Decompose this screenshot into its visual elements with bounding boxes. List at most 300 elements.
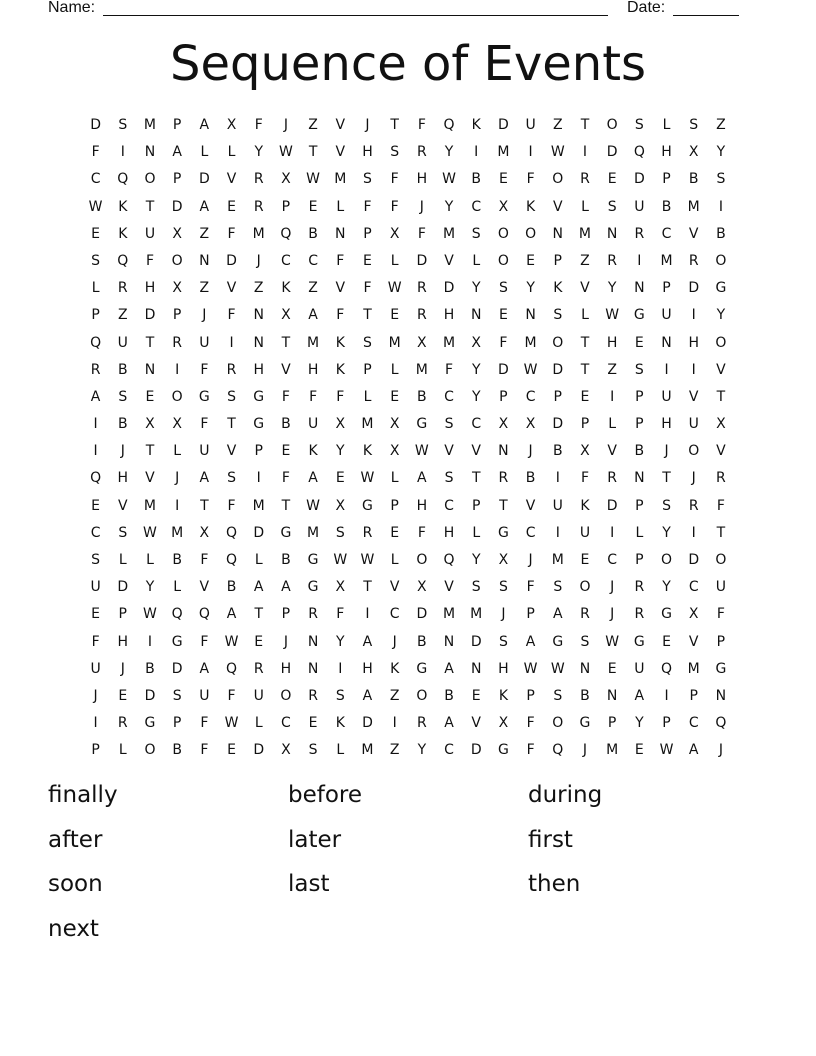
grid-letter[interactable]: I (93, 416, 98, 433)
grid-letter[interactable]: R (498, 470, 509, 487)
grid-letter[interactable]: E (91, 606, 101, 623)
grid-letter[interactable]: T (580, 361, 590, 378)
grid-letter[interactable]: Y (471, 552, 481, 568)
grid-letter[interactable]: H (416, 171, 428, 188)
grid-letter[interactable]: K (362, 443, 373, 460)
grid-letter[interactable]: S (91, 252, 101, 269)
grid-letter[interactable]: X (580, 443, 590, 460)
grid-letter[interactable]: J (528, 552, 533, 568)
grid-letter[interactable]: N (606, 225, 618, 242)
grid-letter[interactable]: I (664, 361, 669, 378)
grid-letter[interactable]: W (333, 552, 348, 568)
grid-letter[interactable]: T (471, 470, 481, 487)
grid-letter[interactable]: S (498, 280, 508, 297)
grid-letter[interactable]: F (281, 470, 290, 487)
grid-letter[interactable]: L (173, 443, 182, 460)
grid-letter[interactable]: O (144, 742, 156, 759)
date-blank-line[interactable] (673, 15, 739, 16)
grid-letter[interactable]: L (472, 524, 481, 541)
grid-letter[interactable]: F (526, 171, 535, 188)
grid-letter[interactable]: G (171, 633, 183, 650)
grid-letter[interactable]: D (171, 198, 183, 215)
grid-letter[interactable]: Z (117, 307, 128, 324)
grid-letter[interactable]: D (144, 307, 156, 324)
grid-letter[interactable]: P (635, 552, 644, 568)
grid-letter[interactable]: A (253, 579, 264, 596)
grid-letter[interactable]: J (120, 443, 125, 460)
grid-letter[interactable]: E (471, 687, 481, 704)
grid-letter[interactable]: N (307, 633, 319, 650)
grid-letter[interactable]: D (253, 742, 265, 759)
grid-letter[interactable]: I (175, 497, 180, 514)
grid-letter[interactable]: Q (226, 552, 238, 568)
grid-letter[interactable]: U (634, 198, 645, 215)
grid-letter[interactable]: E (390, 388, 400, 405)
grid-letter[interactable]: D (117, 579, 129, 596)
grid-letter[interactable]: M (143, 117, 157, 133)
grid-letter[interactable]: V (226, 280, 237, 297)
grid-letter[interactable]: P (281, 606, 291, 623)
grid-letter[interactable]: O (715, 334, 727, 351)
grid-letter[interactable]: G (144, 715, 156, 732)
grid-letter[interactable]: X (498, 552, 509, 568)
grid-letter[interactable]: X (281, 307, 291, 324)
grid-letter[interactable]: G (552, 633, 564, 650)
grid-letter[interactable]: U (715, 579, 727, 596)
grid-letter[interactable]: P (91, 742, 100, 759)
grid-letter[interactable]: T (716, 388, 726, 405)
grid-letter[interactable]: R (634, 225, 645, 242)
grid-letter[interactable]: C (525, 524, 536, 541)
grid-letter[interactable]: R (308, 687, 318, 704)
grid-letter[interactable]: T (254, 606, 263, 623)
grid-letter[interactable]: M (551, 552, 564, 568)
grid-letter[interactable]: W (550, 660, 565, 677)
grid-letter[interactable]: L (118, 552, 127, 568)
grid-letter[interactable]: X (498, 416, 509, 433)
grid-letter[interactable]: X (281, 171, 291, 188)
grid-letter[interactable]: L (146, 552, 154, 568)
grid-letter[interactable]: S (553, 579, 563, 596)
grid-letter[interactable]: F (200, 715, 209, 732)
grid-letter[interactable]: U (199, 334, 210, 351)
grid-letter[interactable]: I (691, 524, 696, 541)
grid-letter[interactable]: K (335, 715, 345, 732)
grid-letter[interactable]: X (389, 443, 400, 460)
grid-letter[interactable]: N (144, 361, 156, 378)
grid-letter[interactable]: I (392, 715, 397, 732)
grid-letter[interactable]: D (362, 715, 373, 732)
grid-letter[interactable]: F (254, 117, 263, 133)
grid-letter[interactable]: C (281, 252, 291, 269)
grid-letter[interactable]: K (498, 687, 508, 704)
grid-letter[interactable]: U (661, 388, 672, 405)
grid-letter[interactable]: U (688, 416, 699, 433)
grid-letter[interactable]: K (118, 198, 128, 215)
grid-letter[interactable]: A (199, 198, 210, 215)
grid-letter[interactable]: L (581, 198, 589, 215)
grid-letter[interactable]: H (307, 361, 319, 378)
grid-letter[interactable]: J (582, 742, 588, 759)
grid-letter[interactable]: P (390, 497, 399, 514)
grid-letter[interactable]: A (634, 687, 645, 704)
grid-letter[interactable]: J (501, 606, 506, 623)
grid-letter[interactable]: C (444, 388, 454, 405)
letter-grid[interactable] (82, 112, 735, 765)
grid-letter[interactable]: A (362, 687, 373, 704)
grid-letter[interactable]: C (661, 225, 672, 242)
grid-letter[interactable]: F (336, 252, 345, 269)
grid-letter[interactable]: Z (716, 117, 726, 133)
grid-letter[interactable]: P (118, 606, 127, 623)
grid-letter[interactable]: X (145, 416, 155, 433)
grid-letter[interactable]: F (526, 579, 535, 596)
grid-letter[interactable]: B (117, 416, 128, 433)
grid-letter[interactable]: W (605, 633, 620, 650)
grid-letter[interactable]: Y (607, 280, 617, 297)
grid-letter[interactable]: P (553, 252, 562, 269)
grid-letter[interactable]: P (526, 606, 535, 623)
grid-letter[interactable]: S (444, 470, 454, 487)
grid-letter[interactable]: D (470, 742, 482, 759)
grid-letter[interactable]: N (199, 252, 210, 269)
grid-letter[interactable]: H (144, 280, 156, 297)
grid-letter[interactable]: F (200, 633, 209, 650)
grid-letter[interactable]: C (471, 416, 482, 433)
grid-letter[interactable]: X (199, 524, 210, 541)
grid-letter[interactable]: X (172, 225, 182, 242)
grid-letter[interactable]: L (390, 252, 399, 269)
grid-letter[interactable]: O (552, 715, 564, 732)
grid-letter[interactable]: L (608, 416, 617, 433)
grid-letter[interactable]: S (607, 198, 617, 215)
grid-letter[interactable]: V (281, 361, 291, 378)
grid-letter[interactable]: L (635, 524, 644, 541)
grid-letter[interactable]: N (470, 307, 482, 324)
grid-letter[interactable]: P (172, 715, 182, 732)
grid-letter[interactable]: R (117, 280, 128, 297)
grid-letter[interactable]: V (607, 443, 617, 460)
grid-letter[interactable]: C (90, 524, 101, 541)
grid-letter[interactable]: L (227, 144, 236, 161)
grid-letter[interactable]: M (578, 225, 592, 242)
grid-letter[interactable]: F (716, 497, 725, 514)
grid-letter[interactable]: N (661, 334, 672, 351)
grid-letter[interactable]: L (390, 470, 399, 487)
grid-letter[interactable]: R (688, 497, 699, 514)
grid-letter[interactable]: P (635, 497, 644, 514)
grid-letter[interactable]: M (415, 361, 428, 378)
grid-letter[interactable]: P (580, 416, 590, 433)
grid-letter[interactable]: S (172, 687, 182, 704)
grid-letter[interactable]: Q (198, 606, 210, 623)
grid-letter[interactable]: M (252, 497, 265, 514)
grid-letter[interactable]: L (254, 552, 263, 568)
grid-letter[interactable]: E (335, 470, 345, 487)
grid-letter[interactable]: Q (90, 470, 102, 487)
grid-letter[interactable]: T (363, 579, 372, 596)
grid-letter[interactable]: S (335, 524, 345, 541)
grid-letter[interactable]: O (171, 388, 183, 405)
grid-letter[interactable]: E (390, 524, 400, 541)
grid-letter[interactable]: V (580, 280, 590, 297)
grid-letter[interactable]: V (552, 198, 563, 215)
grid-letter[interactable]: L (581, 307, 589, 324)
grid-letter[interactable]: M (361, 742, 374, 759)
grid-letter[interactable]: S (363, 171, 372, 188)
grid-letter[interactable]: K (118, 225, 128, 242)
grid-letter[interactable]: V (335, 144, 346, 161)
grid-letter[interactable]: Y (145, 579, 155, 596)
grid-letter[interactable]: F (200, 742, 209, 759)
grid-letter[interactable]: W (550, 144, 565, 161)
grid-letter[interactable]: T (145, 334, 155, 351)
grid-letter[interactable]: D (498, 117, 509, 133)
grid-letter[interactable]: F (499, 334, 508, 351)
grid-letter[interactable]: A (444, 715, 454, 732)
grid-letter[interactable]: M (143, 497, 157, 514)
grid-letter[interactable]: I (610, 388, 615, 405)
grid-letter[interactable]: T (716, 524, 726, 541)
grid-letter[interactable]: F (363, 198, 372, 215)
grid-letter[interactable]: C (444, 497, 454, 514)
grid-letter[interactable]: P (172, 307, 182, 324)
grid-letter[interactable]: S (335, 687, 345, 704)
grid-letter[interactable]: O (552, 334, 564, 351)
grid-letter[interactable]: J (664, 443, 669, 460)
grid-letter[interactable]: W (523, 361, 538, 378)
grid-letter[interactable]: N (579, 660, 591, 677)
grid-letter[interactable]: G (497, 742, 509, 759)
grid-letter[interactable]: F (281, 388, 290, 405)
grid-letter[interactable]: V (525, 497, 536, 514)
grid-letter[interactable]: W (442, 171, 456, 188)
grid-letter[interactable]: J (120, 660, 125, 677)
grid-letter[interactable]: F (417, 524, 426, 541)
grid-letter[interactable]: C (444, 742, 454, 759)
grid-letter[interactable]: K (281, 280, 291, 297)
grid-letter[interactable]: X (335, 497, 346, 514)
grid-letter[interactable]: V (226, 443, 237, 460)
grid-letter[interactable]: D (606, 497, 618, 514)
grid-letter[interactable]: O (715, 552, 727, 568)
grid-letter[interactable]: E (390, 307, 400, 324)
grid-letter[interactable]: V (688, 633, 699, 650)
grid-letter[interactable]: M (307, 334, 320, 351)
grid-letter[interactable]: F (227, 497, 236, 514)
grid-letter[interactable]: O (606, 117, 618, 133)
grid-letter[interactable]: E (281, 443, 291, 460)
grid-letter[interactable]: R (634, 579, 645, 596)
grid-letter[interactable]: O (497, 225, 509, 242)
grid-letter[interactable]: C (525, 388, 536, 405)
grid-letter[interactable]: D (416, 606, 428, 623)
grid-letter[interactable]: G (497, 524, 509, 541)
grid-letter[interactable]: T (390, 117, 399, 133)
grid-letter[interactable]: J (202, 307, 207, 324)
grid-letter[interactable]: Q (443, 117, 455, 133)
grid-letter[interactable]: B (580, 687, 590, 704)
grid-letter[interactable]: B (281, 552, 291, 568)
grid-letter[interactable]: Q (226, 660, 238, 677)
grid-letter[interactable]: F (363, 280, 372, 297)
grid-letter[interactable]: X (471, 334, 482, 351)
grid-letter[interactable]: I (147, 633, 153, 650)
grid-letter[interactable]: I (691, 307, 696, 324)
grid-letter[interactable]: I (664, 687, 669, 704)
grid-letter[interactable]: E (91, 225, 101, 242)
grid-letter[interactable]: M (470, 606, 483, 623)
grid-letter[interactable]: K (580, 497, 590, 514)
grid-letter[interactable]: R (416, 280, 427, 297)
grid-letter[interactable]: I (637, 252, 642, 269)
grid-letter[interactable]: E (498, 307, 508, 324)
grid-letter[interactable]: O (715, 252, 727, 269)
grid-letter[interactable]: Y (662, 579, 671, 596)
grid-letter[interactable]: D (688, 552, 700, 568)
grid-letter[interactable]: S (634, 117, 644, 133)
grid-letter[interactable]: R (688, 252, 699, 269)
grid-letter[interactable]: T (363, 307, 372, 324)
grid-letter[interactable]: L (363, 388, 372, 405)
grid-letter[interactable]: N (253, 334, 264, 351)
name-blank-line[interactable] (103, 15, 608, 16)
grid-letter[interactable]: X (417, 579, 427, 596)
grid-letter[interactable]: A (444, 660, 454, 677)
grid-letter[interactable]: Q (552, 742, 564, 759)
grid-letter[interactable]: C (90, 171, 101, 188)
grid-letter[interactable]: K (308, 443, 318, 460)
grid-letter[interactable]: L (336, 198, 345, 215)
grid-letter[interactable]: D (470, 633, 482, 650)
grid-letter[interactable]: L (472, 252, 481, 269)
grid-letter[interactable]: O (416, 552, 428, 568)
grid-letter[interactable]: E (91, 497, 101, 514)
grid-letter[interactable]: B (552, 443, 563, 460)
grid-letter[interactable]: Y (471, 280, 481, 297)
grid-letter[interactable]: D (171, 660, 183, 677)
grid-letter[interactable]: N (715, 687, 727, 704)
grid-letter[interactable]: V (444, 252, 454, 269)
grid-letter[interactable]: U (117, 334, 128, 351)
grid-letter[interactable]: W (523, 660, 538, 677)
grid-letter[interactable]: A (199, 470, 210, 487)
grid-letter[interactable]: I (474, 144, 479, 161)
grid-letter[interactable]: F (336, 307, 345, 324)
grid-letter[interactable]: E (227, 198, 236, 215)
grid-letter[interactable]: F (309, 388, 318, 405)
grid-letter[interactable]: S (634, 361, 644, 378)
grid-letter[interactable]: R (117, 715, 128, 732)
grid-letter[interactable]: J (610, 606, 615, 623)
grid-letter[interactable]: Y (526, 280, 535, 297)
grid-letter[interactable]: O (552, 171, 564, 188)
grid-letter[interactable]: X (281, 742, 291, 759)
grid-letter[interactable]: Y (336, 633, 345, 650)
grid-letter[interactable]: R (253, 198, 264, 215)
grid-letter[interactable]: V (471, 715, 481, 732)
grid-letter[interactable]: T (145, 198, 155, 215)
grid-letter[interactable]: A (308, 470, 318, 487)
grid-letter[interactable]: X (335, 579, 346, 596)
grid-letter[interactable]: V (389, 579, 400, 596)
grid-letter[interactable]: O (688, 443, 700, 460)
grid-letter[interactable]: D (443, 280, 455, 297)
grid-letter[interactable]: O (280, 687, 292, 704)
grid-letter[interactable]: N (498, 443, 509, 460)
grid-letter[interactable]: H (688, 334, 699, 351)
grid-letter[interactable]: B (661, 198, 672, 215)
grid-letter[interactable]: B (172, 742, 182, 759)
grid-letter[interactable]: T (200, 497, 209, 514)
grid-letter[interactable]: M (361, 416, 374, 433)
grid-letter[interactable]: F (145, 252, 154, 269)
grid-letter[interactable]: H (117, 633, 129, 650)
grid-letter[interactable]: T (580, 334, 590, 351)
grid-letter[interactable]: U (199, 687, 210, 704)
grid-letter[interactable]: X (716, 416, 726, 433)
grid-letter[interactable]: Q (226, 524, 238, 541)
grid-letter[interactable]: J (528, 443, 533, 460)
grid-letter[interactable]: U (253, 687, 264, 704)
grid-letter[interactable]: T (662, 470, 671, 487)
grid-letter[interactable]: B (281, 416, 291, 433)
grid-letter[interactable]: C (688, 579, 699, 596)
grid-letter[interactable]: H (362, 660, 373, 677)
grid-letter[interactable]: M (687, 660, 700, 677)
grid-letter[interactable]: U (552, 497, 563, 514)
grid-letter[interactable]: N (335, 225, 346, 242)
grid-letter[interactable]: P (662, 171, 671, 188)
grid-letter[interactable]: F (417, 225, 426, 242)
grid-letter[interactable]: H (362, 144, 373, 161)
grid-letter[interactable]: Q (171, 606, 183, 623)
grid-letter[interactable]: E (308, 715, 318, 732)
grid-letter[interactable]: X (172, 416, 182, 433)
grid-letter[interactable]: Q (443, 552, 455, 568)
grid-letter[interactable]: N (253, 307, 264, 324)
grid-letter[interactable]: K (471, 117, 481, 133)
grid-letter[interactable]: D (606, 144, 618, 161)
grid-letter[interactable]: L (173, 579, 182, 596)
grid-letter[interactable]: D (633, 171, 645, 188)
grid-letter[interactable]: S (553, 307, 563, 324)
grid-letter[interactable]: M (388, 334, 401, 351)
grid-letter[interactable]: L (390, 361, 399, 378)
grid-letter[interactable]: S (227, 470, 236, 487)
grid-letter[interactable]: E (662, 633, 671, 650)
grid-letter[interactable]: D (253, 524, 265, 541)
grid-letter[interactable]: G (307, 579, 319, 596)
grid-letter[interactable]: F (445, 361, 454, 378)
grid-letter[interactable]: P (499, 388, 508, 405)
grid-letter[interactable]: V (688, 225, 699, 242)
grid-letter[interactable]: V (335, 280, 346, 297)
grid-letter[interactable]: N (606, 687, 618, 704)
grid-letter[interactable]: M (442, 606, 456, 623)
grid-letter[interactable]: V (444, 443, 454, 460)
grid-letter[interactable]: A (308, 307, 318, 324)
grid-letter[interactable]: I (582, 144, 588, 161)
grid-letter[interactable]: T (308, 144, 318, 161)
grid-letter[interactable]: G (661, 606, 672, 623)
grid-letter[interactable]: E (145, 388, 155, 405)
grid-letter[interactable]: J (365, 117, 370, 133)
grid-letter[interactable]: Z (607, 361, 617, 378)
grid-letter[interactable]: O (416, 687, 428, 704)
grid-letter[interactable]: S (118, 117, 128, 133)
grid-letter[interactable]: S (91, 552, 101, 568)
